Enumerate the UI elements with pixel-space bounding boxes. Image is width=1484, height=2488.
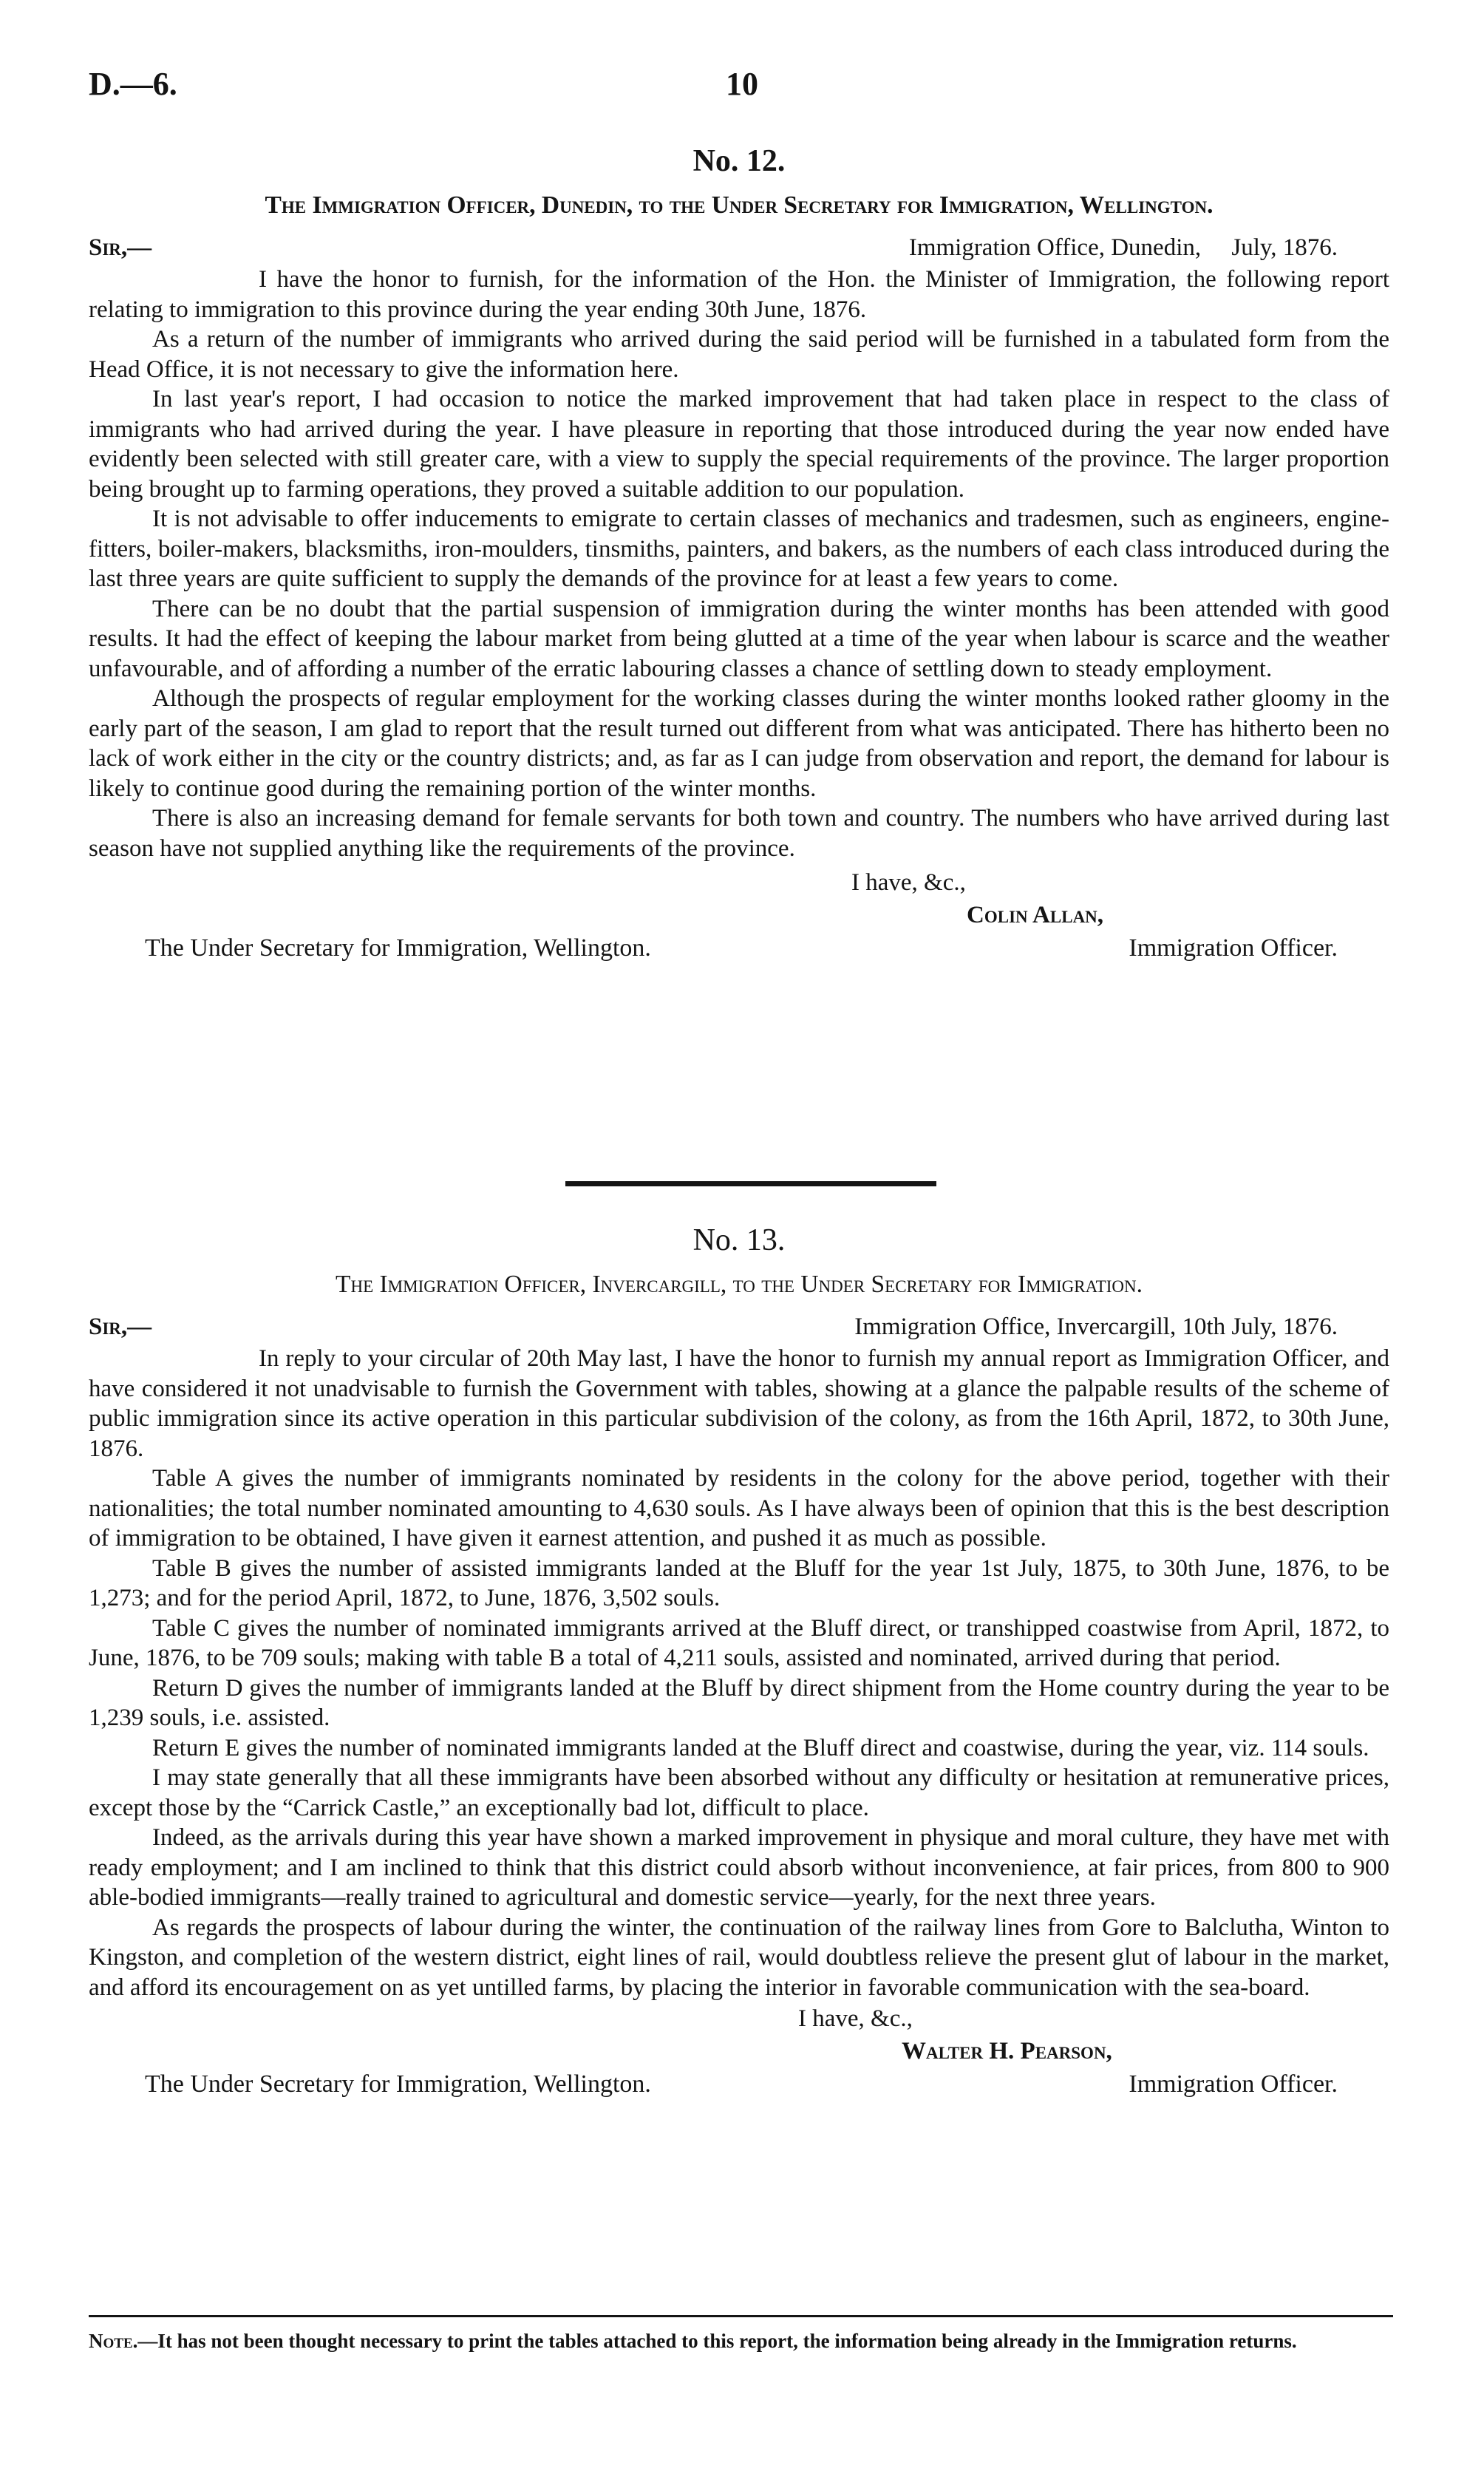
- footnote: [89, 2328, 1393, 2353]
- page-header: [89, 65, 1395, 117]
- page-number: 10: [726, 66, 758, 102]
- closing-phrase: I have, &c.,: [851, 869, 966, 896]
- section-divider: [565, 1181, 936, 1186]
- officer-title: Immigration Officer.: [1129, 934, 1338, 962]
- document-reference: D.—6.: [89, 66, 177, 102]
- salutation-row: [89, 231, 1389, 265]
- salutation: Sir,—: [89, 1313, 152, 1340]
- sender-address: Immigration Office, Invercargill, 10th July, 1876.: [854, 1313, 1338, 1340]
- paragraph: In last year's report, I had occasion to notice the marked improvement that had taken place in respect to the class of immigrants who had arrived during the year. I have pleasure in reporting that those introduced during the year now ended have evidently been selected with still greater care, with a view to supply the special requirements of the province. The larger proportion being brought up to farming operations, they proved a suitable addition to our population.: [89, 386, 1389, 503]
- paragraph: In reply to your circular of 20th May last, I have the honor to furnish my annual report as Immigration Officer, and have considered it not unadvisable to furnish the Government with tables, showing at a glance the palpable results of the scheme of public immigration since its active operation in this particular subdivision of the colony, as from the 16th April, 1872, to 30th June, 1876.: [89, 1345, 1389, 1462]
- addressee-row: [89, 2067, 1389, 2101]
- paragraph: Indeed, as the arrivals during this year have shown a marked improvement in physique and moral culture, they have met with ready employment; and I am inclined to think that this district could absorb without inconvenience, at fair prices, from 800 to 900 able-bodied immigrants—really trained to agricultural and domestic service—yearly, for the next three years.: [89, 1824, 1389, 1911]
- closing-block: [89, 866, 1389, 931]
- paragraph: As regards the prospects of labour during the winter, the continuation of the railway lines from Gore to Balclutha, Winton to Kingston, and completion of the western district, eight lines of rail, would doubtless relieve the present glut of labour in the market, and afford its encouragement on as yet untilled farms, by placing the interior in favorable communication with the sea-board.: [89, 1914, 1389, 2001]
- paragraph: There is also an increasing demand for female servants for both town and country. The numbers who have arrived during last season have not supplied anything like the requirements of the province.: [89, 805, 1389, 862]
- letter-route: The Immigration Officer, Dunedin, to the Under Secretary for Immigration, Wellington.: [265, 191, 1214, 219]
- salutation: Sir,—: [89, 234, 152, 261]
- footnote-divider: [89, 2315, 1393, 2317]
- paragraph: Return D gives the number of immigrants landed at the Bluff by direct shipment from the Home country during the year to be 1,239 souls, i.e. assisted.: [89, 1674, 1389, 1731]
- addressee: The Under Secretary for Immigration, Wellington.: [145, 2070, 651, 2098]
- officer-title: Immigration Officer.: [1129, 2070, 1338, 2098]
- paragraph: I may state generally that all these immigrants have been absorbed without any difficulty or hesitation at remunerative prices, except those by the “Carrick Castle,” an exceptionally bad lot, difficult to place.: [89, 1764, 1389, 1821]
- paragraph: As a return of the number of immigrants who arrived during the said period will be furnished in a tabulated form from the Head Office, it is not necessary to give the information here.: [89, 326, 1389, 383]
- letter-no-12: [89, 139, 1389, 965]
- salutation-row: [89, 1310, 1389, 1344]
- paragraph: Although the prospects of regular employment for the working classes during the winter months looked rather gloomy in the early part of the season, I am glad to report that the result turned out different from what was anticipated. There has hitherto been no lack of work either in the city or the country districts; and, as far as I can judge from observation and report, the demand for labour is likely to continue good during the remaining portion of the winter months.: [89, 685, 1389, 802]
- footnote-text: —It has not been thought necessary to print the tables attached to this report, the information being already in the Immigration returns.: [137, 2330, 1297, 2352]
- paragraph: Table B gives the number of assisted immigrants landed at the Bluff for the year 1st July, 1875, to 30th June, 1876, to be 1,273; and for the period April, 1872, to June, 1876, 3,502 souls.: [89, 1554, 1389, 1611]
- sender-address: Immigration Office, Dunedin, July, 1876.: [908, 234, 1338, 261]
- signature: Walter H. Pearson,: [902, 2038, 1112, 2064]
- letter-route: The Immigration Officer, Invercargill, to the Under Secretary for Immigration.: [336, 1271, 1143, 1298]
- paragraph: Table A gives the number of immigrants nominated by residents in the colony for the above period, together with their nationalities; the total number nominated amounting to 4,630 souls. As I have always been of opinion that this is the best description of immigration to be obtained, I have given it earnest attention, and pushed it as much as possible.: [89, 1465, 1389, 1551]
- paragraph: I have the honor to furnish, for the information of the Hon. the Minister of Immigration, the following report relating to immigration to this province during the year ending 30th June, 1876.: [89, 266, 1389, 323]
- letter-no-13: [89, 1218, 1389, 2101]
- letter-number: No. 12.: [692, 144, 786, 178]
- paragraph: Table C gives the number of nominated immigrants arrived at the Bluff direct, or transhipped coastwise from April, 1872, to June, 1876, to be 709 souls; making with table B a total of 4,211 souls, assisted and nominated, arrived during that period.: [89, 1614, 1389, 1671]
- addressee-row: [89, 931, 1389, 965]
- closing-phrase: I have, &c.,: [798, 2005, 913, 2032]
- footnote-label: Note.: [89, 2330, 138, 2352]
- paragraph: Return E gives the number of nominated immigrants landed at the Bluff direct and coastwise, during the year, viz. 114 souls.: [152, 1734, 1369, 1761]
- signature: Colin Allan,: [967, 902, 1104, 928]
- closing-block: [89, 2002, 1389, 2067]
- letter-number: No. 13.: [692, 1223, 786, 1257]
- addressee: The Under Secretary for Immigration, Wellington.: [145, 934, 651, 962]
- paragraph: It is not advisable to offer inducements to emigrate to certain classes of mechanics and tradesmen, such as engineers, engine-fitters, boiler-makers, blacksmiths, iron-moulders, tinsmiths, painters, and bakers, as the numbers of each class introduced during the last three years are quite sufficient to supply the demands of the province for at least a few years to come.: [89, 506, 1389, 592]
- paragraph: There can be no doubt that the partial suspension of immigration during the winter months has been attended with good results. It had the effect of keeping the labour market from being glutted at a time of the year when labour is scarce and the weather unfavourable, and of affording a number of the erratic labouring classes a chance of settling down to steady employment.: [89, 595, 1389, 682]
